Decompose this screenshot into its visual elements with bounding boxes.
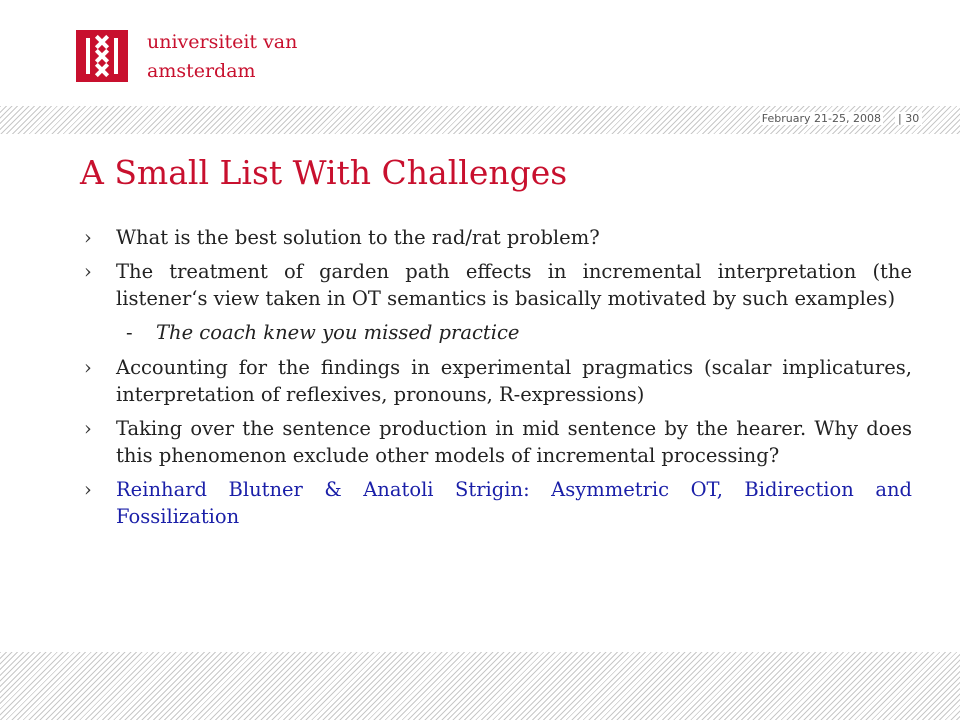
slide-title: A Small List With Challenges — [80, 153, 568, 192]
bullet-marker: › — [84, 260, 92, 283]
sub-bullet-item — [80, 319, 912, 346]
university-logo-icon — [76, 30, 128, 82]
presentation-date: February 21-25, 2008 — [761, 112, 881, 125]
bullet-item — [80, 415, 912, 469]
university-name: universiteit van amsterdam — [147, 31, 298, 82]
slide-body — [80, 224, 912, 537]
bullet-marker: › — [84, 478, 92, 501]
bullet-marker: › — [84, 356, 92, 379]
bullet-marker: › — [84, 417, 92, 440]
sub-bullet-marker: - — [126, 321, 133, 344]
footer-hatch-band — [0, 652, 960, 720]
bullet-item — [80, 354, 912, 408]
bullet-marker: › — [84, 226, 92, 249]
bullet-item — [80, 224, 912, 251]
bullet-text: Taking over the sentence production in mid sentence by the hearer. Why does this phenomenon exclude other models of incremental processing? — [116, 417, 912, 467]
reference-link-item[interactable] — [80, 476, 912, 530]
bullet-text: Accounting for the findings in experimental pragmatics (scalar implicatures, interpretation of reflexives, pronouns, R-expressions) — [116, 356, 912, 406]
sub-bullet-text: The coach knew you missed practice — [156, 321, 520, 344]
reference-link[interactable]: Reinhard Blutner & Anatoli Strigin: Asymmetric OT, Bidirection and Fossilization — [116, 478, 912, 528]
bullet-text: The treatment of garden path effects in incremental interpretation (the listener‘s view taken in OT semantics is basically motivated by such examples) — [116, 260, 912, 310]
slide-number: | 30 — [895, 112, 922, 125]
bullet-text: What is the best solution to the rad/rat problem? — [116, 226, 600, 249]
bullet-item — [80, 258, 912, 312]
